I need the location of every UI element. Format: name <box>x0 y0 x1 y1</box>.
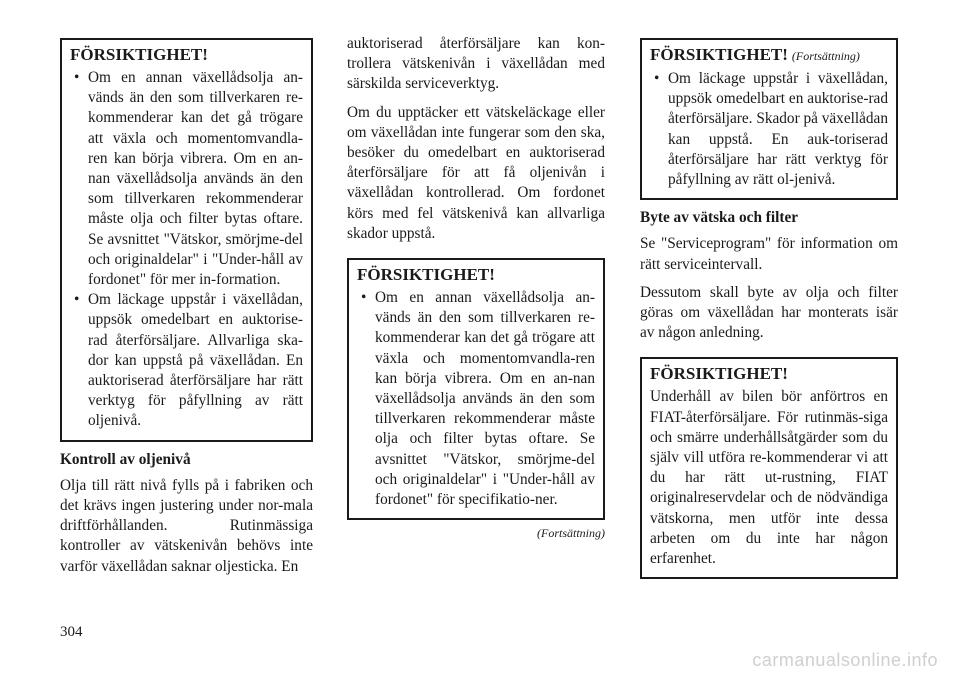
caution-text: Underhåll av bilen bör anförtros en FIAT-återförsäljare. För rutinmäs-siga och smärre underhållsåtgärder som du själv vill utföra re-kommenderar vi att du har rätt ut-rustning, FIAT originalreservdelar och de nödvändiga vätskorna, men utför inte dessa arbeten om du inte har någon erfarenhet. <box>650 388 888 568</box>
caution-title: FÖRSIKTIGHET! <box>357 265 495 285</box>
page-number: 304 <box>60 624 83 640</box>
caution-list <box>357 288 595 510</box>
caution-title: FÖRSIKTIGHET! <box>650 364 788 384</box>
caution-list <box>650 69 888 190</box>
section-heading: Byte av vätska och filter <box>640 209 799 227</box>
body-paragraph: Se "Serviceprogram" för information om rätt serviceintervall. <box>640 235 898 273</box>
continued-label: (Fortsättning) <box>537 526 605 541</box>
caution-item: • Om en annan växellådsolja an-vänds än den som tillverkaren re-kommenderar kan det gå trögare att växla och momentomvandla-ren kan börja vibrera. Om en an-nan växellådsolja används än den som tillverkaren rekommenderar måste olja och filter bytas oftare. Se avsnittet "Vätskor, smörjme-del och originaldelar" i "Under-håll av fordonet" för mer in-formation. <box>70 68 303 290</box>
column-left <box>60 38 313 577</box>
caution-title-text: FÖRSIKTIGHET! <box>650 45 788 64</box>
caution-list <box>70 68 303 432</box>
body-paragraph: Dessutom skall byte av olja och filter göras om växellådan har monterats isär av någon anledning. <box>640 283 898 342</box>
body-paragraph: Om du upptäcker ett vätskeläckage eller om växellådan inte fungerar som den ska, besöker du omedelbart en auktoriserad återförsäljare för att få oljenivån i växellådan kontrollerad. Om fordonet körs med fel vätskenivå kan allvarliga skador uppstå. <box>347 103 605 242</box>
column-right <box>640 38 898 579</box>
column-middle <box>347 34 605 541</box>
caution-item: • Om läckage uppstår i växellådan, uppsök omedelbart en auktorise-rad återförsäljare. Allvarliga ska-dor kan uppstå på växellådan. En auktoriserad återförsäljare har rätt verktyg för påfyllning av rätt oljenivå. <box>70 290 303 431</box>
watermark: carmanualsonline.info <box>752 650 938 670</box>
caution-box <box>347 258 605 520</box>
caution-box <box>640 38 898 200</box>
body-paragraph: Olja till rätt nivå fylls på i fabriken och det krävs ingen justering under nor-mala driftförhållanden. Rutinmässiga kontroller av vätskenivån behövs inte varför växellådan saknar oljesticka. En <box>60 476 313 575</box>
caution-box <box>60 38 313 442</box>
continued-label: (Fortsättning) <box>791 49 860 63</box>
section-heading: Kontroll av oljenivå <box>60 450 191 468</box>
caution-box <box>640 357 898 579</box>
caution-title: FÖRSIKTIGHET! <box>70 45 208 64</box>
caution-item: • Om en annan växellådsolja an-vänds än den som tillverkaren re-kommenderar kan det gå trögare att växla och momentomvandla-ren kan börja vibrera. Om en an-nan växellådsolja används än den som tillverkaren rekommenderar måste olja och filter bytas oftare. Se avsnittet "Vätskor, smörjme-del och originaldelar" i "Under-håll av fordonet" för specifikatio-ner. <box>357 288 595 510</box>
caution-title <box>650 44 888 67</box>
body-paragraph: auktoriserad återförsäljare kan kon-trollera vätskenivån i växellådan med särskilda serviceverktyg. <box>347 35 605 93</box>
caution-item: • Om läckage uppstår i växellådan, uppsök omedelbart en auktorise-rad återförsäljare. Skador på växellådan kan uppstå. En auk-toriserad återförsäljare har rätt verktyg för påfyllning av rätt ol-jenivå. <box>650 69 888 190</box>
